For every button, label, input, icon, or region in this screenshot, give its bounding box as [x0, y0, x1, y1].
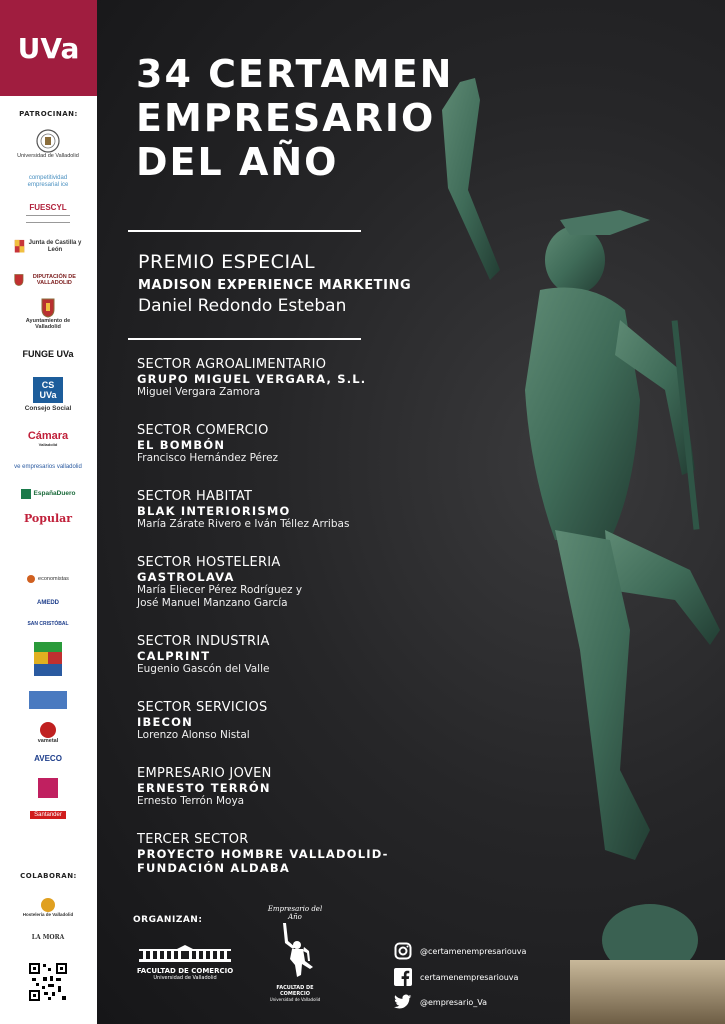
award-agroalimentario [137, 357, 366, 399]
award-habitat [137, 489, 349, 531]
qr-code[interactable] [14, 960, 82, 1004]
award-sector: SECTOR HABITAT [137, 489, 253, 504]
award-winner: CALPRINT [137, 649, 211, 663]
title-line-2: EMPRESARIO [136, 96, 436, 140]
vametal-icon [40, 722, 56, 738]
diputacion-crest-icon [14, 271, 24, 289]
building-icon [137, 945, 233, 963]
blue-box-logo [29, 691, 67, 709]
empresario-del-ano-logo [262, 905, 328, 1002]
instagram-icon[interactable] [394, 942, 412, 960]
facebook-link[interactable] [394, 968, 518, 986]
award-sector: SECTOR AGROALIMENTARIO [137, 357, 327, 372]
award-winner: ERNESTO TERRÓN [137, 781, 271, 795]
award-tercer-sector [137, 832, 389, 875]
sponsor-funge: FUNGE UVa [22, 348, 74, 359]
sponsor-blue-box [14, 688, 82, 712]
sponsor-ayuntamiento: Ayuntamiento de Valladolid [14, 296, 82, 332]
fuescyl-sub-lines [26, 215, 70, 223]
sponsor-ice: competitividad empresarial ice [27, 175, 69, 188]
award-person: Lorenzo Alonso Nistal [137, 729, 250, 741]
event-title [136, 52, 453, 184]
instagram-handle[interactable]: @certamenempresariouva [420, 946, 527, 956]
sponsor-universidad: Universidad de Valladolid [14, 124, 82, 164]
university-seal-icon [36, 129, 60, 153]
collaborator-hosteleria: Hostelería de Valladolid [14, 892, 82, 924]
facebook-handle[interactable]: certamenempresariouva [420, 972, 519, 982]
emp-logo-fac: FACULTAD DE COMERCIO [276, 985, 314, 997]
award-person: Eugenio Gascón del Valle [137, 663, 270, 675]
color-blocks-logo [34, 642, 62, 676]
award-hosteleria [137, 555, 302, 610]
award-sector: TERCER SECTOR [137, 832, 249, 847]
pink-logo [38, 778, 58, 798]
award-winner: GASTROLAVA [137, 570, 235, 584]
sponsor-diputacion: DIPUTACIÓN DE VALLADOLID [14, 268, 82, 292]
emp-logo-script: Empresario del Año [267, 905, 323, 921]
colaboran-heading: COLABORAN: [20, 872, 77, 880]
sponsor-amedd: AMEDD [37, 599, 59, 606]
organizan-label: ORGANIZAN: [133, 915, 203, 925]
economistas-icon [27, 575, 35, 583]
divider-bottom [128, 338, 361, 340]
sponsor-pink [14, 776, 82, 800]
sponsor-sidebar [0, 0, 97, 1024]
title-line-1: 34 CERTAMEN [136, 52, 454, 96]
award-industria [137, 634, 270, 676]
award-winner: IBECON [137, 715, 193, 729]
award-comercio [137, 423, 278, 465]
title-line-3: DEL AÑO [136, 140, 339, 184]
facultad-sub: Universidad de Valladolid [153, 975, 217, 981]
award-winner: GRUPO MIGUEL VERGARA, S.L. [137, 372, 367, 386]
sponsor-ave: ve empresarios valladolid [14, 463, 82, 470]
emp-logo-sub: Universidad de Valladolid [269, 997, 321, 1002]
twitter-handle[interactable]: @empresario_Va [420, 997, 488, 1007]
sponsor-fuescyl: FUESCYL [14, 200, 82, 226]
award-person: Ernesto Terrón Moya [137, 795, 245, 807]
ayuntamiento-crest-icon [40, 298, 56, 318]
sponsor-santander: Santander [14, 808, 82, 822]
premio-especial-person: Daniel Redondo Esteban [138, 296, 347, 316]
mercury-figure-icon [275, 921, 315, 981]
premio-especial-label: PREMIO ESPECIAL [138, 251, 316, 273]
sponsor-aveco: AVECO [34, 754, 62, 764]
award-winner-2: FUNDACIÓN ALDABA [137, 861, 290, 875]
award-person: María Eliecer Pérez Rodríguez y [137, 584, 303, 596]
award-person: Miguel Vergara Zamora [137, 386, 261, 398]
award-person: Francisco Hernández Pérez [137, 452, 279, 464]
award-person: María Zárate Rivero e Iván Téllez Arribas [137, 518, 350, 530]
award-sector: SECTOR HOSTELERIA [137, 555, 281, 570]
twitter-icon[interactable] [394, 994, 412, 1010]
facultad-name: FACULTAD DE COMERCIO [136, 967, 234, 975]
award-person-2: José Manuel Manzano García [137, 597, 288, 609]
instagram-link[interactable] [394, 942, 526, 960]
sponsor-camara: Cámara Valladolid [27, 430, 69, 448]
qr-code-icon[interactable] [28, 962, 68, 1002]
sponsor-color-blocks [14, 640, 82, 678]
award-winner: PROYECTO HOMBRE VALLADOLID- [137, 847, 389, 861]
twitter-link[interactable] [394, 994, 487, 1010]
award-sector: SECTOR INDUSTRIA [137, 634, 270, 649]
award-winner: BLAK INTERIORISMO [137, 504, 291, 518]
sponsor-vametal: vametal [14, 720, 82, 746]
junta-crest-icon [14, 237, 25, 257]
premio-especial-company: MADISON EXPERIENCE MARKETING [138, 278, 412, 293]
award-servicios [137, 700, 268, 742]
sponsor-sancristobal: SAN CRISTÓBAL [27, 621, 69, 628]
facebook-icon[interactable] [394, 968, 412, 986]
award-winner: EL BOMBÓN [137, 438, 226, 452]
facultad-comercio-logo [136, 945, 234, 981]
mercury-statue-image [420, 70, 725, 1024]
sponsor-junta: Junta de Castilla y León [14, 234, 82, 260]
sponsor-consejo-social: CS UVa Consejo Social [14, 374, 82, 416]
patrocinan-heading: PATROCINAN: [19, 110, 78, 118]
award-empresario-joven [137, 766, 272, 808]
collaborator-lamora: LA MORA [31, 933, 65, 941]
espanaduero-icon [21, 489, 31, 499]
divider-top [128, 230, 361, 232]
award-sector: SECTOR COMERCIO [137, 423, 269, 438]
sponsor-popular: Popular [23, 511, 73, 525]
award-sector: EMPRESARIO JOVEN [137, 766, 272, 781]
sponsor-espanaduero: EspañaDuero [14, 484, 82, 504]
uva-logo: UVa [0, 0, 97, 96]
award-sector: SECTOR SERVICIOS [137, 700, 268, 715]
hosteleria-icon [41, 898, 55, 912]
sponsor-economistas: economistas [14, 572, 82, 586]
